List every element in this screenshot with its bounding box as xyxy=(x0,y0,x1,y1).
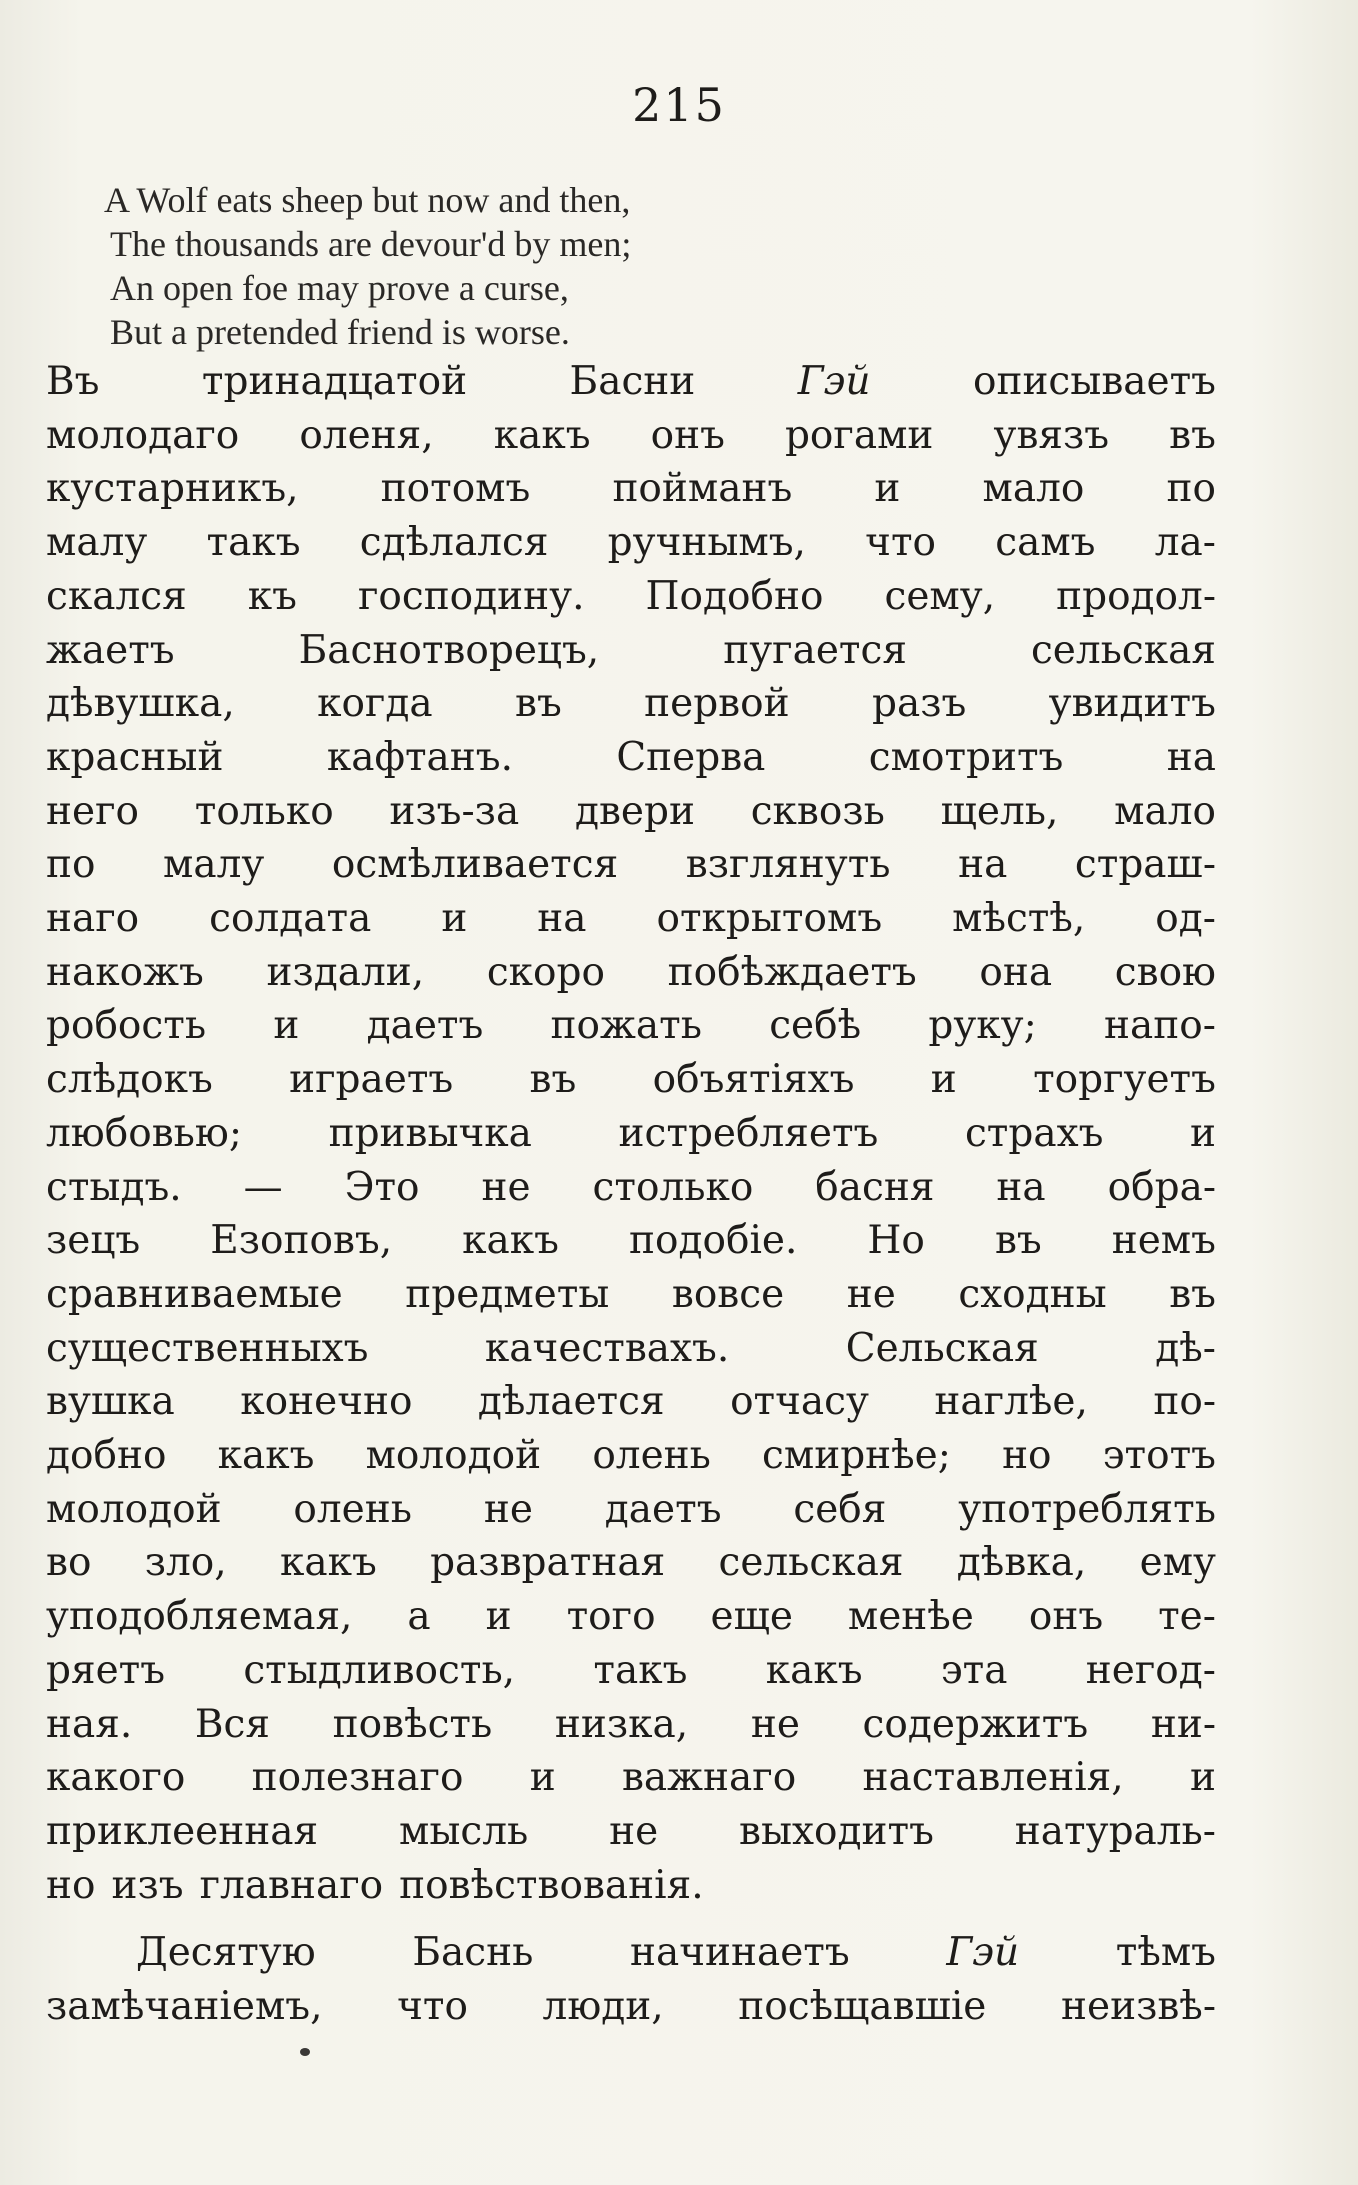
word: неизвѣ- xyxy=(1061,1984,1216,2030)
word: такъ xyxy=(206,520,301,566)
text-line xyxy=(46,516,1216,570)
word: обра- xyxy=(1107,1164,1216,1210)
word: смирнѣе; xyxy=(762,1433,951,1479)
word: играетъ xyxy=(289,1057,454,1103)
word: негод- xyxy=(1085,1647,1216,1693)
word: Но xyxy=(867,1218,925,1264)
word: замѣчаніемъ, xyxy=(46,1984,323,2030)
word: по xyxy=(1166,466,1216,512)
word: существенныхъ xyxy=(46,1325,369,1371)
word: кафтанъ. xyxy=(326,734,513,780)
text-line xyxy=(46,946,1216,1000)
word: качествахъ. xyxy=(484,1325,730,1371)
word: ряетъ xyxy=(46,1647,166,1693)
word: Баснь xyxy=(412,1930,534,1976)
word: од- xyxy=(1155,896,1216,942)
word: не xyxy=(481,1164,531,1210)
word: издали, xyxy=(266,949,425,995)
word: робость xyxy=(46,1003,207,1049)
word: какъ xyxy=(217,1433,315,1479)
word: первой xyxy=(644,681,790,727)
paragraph-1 xyxy=(46,355,1216,1912)
word: увидитъ xyxy=(1048,681,1216,727)
word: мало xyxy=(982,466,1085,512)
word: подобіе. xyxy=(629,1218,798,1264)
word: эта xyxy=(940,1647,1008,1693)
word: Баснотворецъ, xyxy=(298,627,600,673)
word: разъ xyxy=(871,681,967,727)
word: олень xyxy=(592,1433,711,1479)
word: на xyxy=(537,896,587,942)
poem-line: A Wolf eats sheep but now and then, xyxy=(104,180,631,220)
text-line xyxy=(46,355,1216,409)
word: начинаетъ xyxy=(629,1930,850,1976)
word: низка, xyxy=(554,1701,689,1747)
word: ная. xyxy=(46,1701,133,1747)
word: ему xyxy=(1139,1540,1216,1586)
word: наставленія, xyxy=(862,1755,1124,1801)
text-line xyxy=(46,1107,1216,1161)
word: мѣстѣ, xyxy=(952,896,1086,942)
word: дѣ- xyxy=(1155,1325,1216,1371)
word: Сперва xyxy=(616,734,766,780)
word: Это xyxy=(344,1164,420,1210)
word: малу xyxy=(46,520,148,566)
word: себя xyxy=(793,1486,887,1532)
word: красный xyxy=(46,734,224,780)
word: молодаго xyxy=(46,412,240,458)
word: кустарникъ, xyxy=(46,466,299,512)
word: открытомъ xyxy=(656,896,883,942)
word: и xyxy=(930,1057,957,1103)
word: когда xyxy=(317,681,433,727)
word: какъ xyxy=(765,1647,863,1693)
word: увязъ xyxy=(993,412,1110,458)
word: Подобно xyxy=(645,573,824,619)
word: пойманъ xyxy=(612,466,793,512)
text-line xyxy=(46,677,1216,731)
text-line xyxy=(46,1536,1216,1590)
word: ни- xyxy=(1150,1701,1216,1747)
word: мысль xyxy=(398,1808,529,1854)
word: потомъ xyxy=(380,466,531,512)
word: Гэй xyxy=(797,359,871,404)
word: пожать xyxy=(550,1003,702,1049)
word: Сельская xyxy=(845,1325,1039,1371)
word: господину. xyxy=(357,573,585,619)
text-line xyxy=(46,892,1216,946)
word: и xyxy=(441,896,468,942)
word: осмѣливается xyxy=(331,842,619,888)
word: сельская xyxy=(718,1540,904,1586)
word: ла- xyxy=(1154,520,1216,566)
word: страхъ xyxy=(964,1110,1104,1156)
word: любовью; xyxy=(46,1110,242,1156)
word: сравниваемые xyxy=(46,1271,343,1317)
word: отчасу xyxy=(730,1379,869,1425)
text-line xyxy=(46,1268,1216,1322)
poem-line: But a pretended friend is worse. xyxy=(110,312,570,352)
text-line xyxy=(46,1805,1216,1859)
word: наглѣе, xyxy=(934,1379,1088,1425)
word: малу xyxy=(163,842,265,888)
text-line xyxy=(46,409,1216,463)
word: натураль- xyxy=(1014,1808,1216,1854)
word: содержитъ xyxy=(862,1701,1089,1747)
word: важнаго xyxy=(621,1755,797,1801)
word: но xyxy=(1002,1433,1052,1479)
word: что xyxy=(397,1984,468,2030)
text-line xyxy=(46,999,1216,1053)
word: этотъ xyxy=(1102,1433,1216,1479)
word: него xyxy=(46,788,139,834)
text-line xyxy=(46,1751,1216,1805)
word: самъ xyxy=(995,520,1096,566)
word: столько xyxy=(592,1164,754,1210)
word: наго xyxy=(46,896,140,942)
word: накожъ xyxy=(46,949,204,995)
word: рогами xyxy=(784,412,934,458)
body-text xyxy=(46,355,1216,2034)
word: жаетъ xyxy=(46,627,175,673)
word: привычка xyxy=(328,1110,532,1156)
text-line xyxy=(46,1859,1216,1913)
word: описываетъ xyxy=(972,359,1216,404)
text-line xyxy=(46,1322,1216,1376)
word: мало xyxy=(1114,788,1216,834)
word: на xyxy=(958,842,1008,888)
word: скался xyxy=(46,573,187,619)
text-line xyxy=(46,570,1216,624)
word: конечно xyxy=(240,1379,413,1425)
word: что xyxy=(865,520,937,566)
text-line xyxy=(46,1214,1216,1268)
text-line xyxy=(46,1980,1216,2034)
word: щель, xyxy=(940,788,1059,834)
text-line xyxy=(46,838,1216,892)
word: полезнаго xyxy=(251,1755,464,1801)
word: изъ-за xyxy=(389,788,520,834)
word: свою xyxy=(1114,949,1216,995)
word: зло, xyxy=(144,1540,227,1586)
word: вовсе xyxy=(671,1271,785,1317)
word: добно xyxy=(46,1433,167,1479)
word: солдата xyxy=(209,896,372,942)
text-line xyxy=(46,785,1216,839)
word: такъ xyxy=(593,1647,688,1693)
word: еще xyxy=(710,1594,793,1640)
word: сельская xyxy=(1030,627,1216,673)
word: басня xyxy=(815,1164,935,1210)
word: и xyxy=(485,1594,512,1640)
word: въ xyxy=(1169,1271,1216,1317)
word: на xyxy=(1166,734,1216,780)
word: взглянуть xyxy=(685,842,891,888)
word: даетъ xyxy=(604,1486,722,1532)
word: въ xyxy=(994,1218,1042,1264)
word: въ xyxy=(1169,412,1216,458)
word: онъ xyxy=(1028,1594,1104,1640)
word: тѣмъ xyxy=(1115,1930,1216,1976)
word: того xyxy=(566,1594,656,1640)
word: двери xyxy=(574,788,695,834)
word: напо- xyxy=(1104,1003,1216,1049)
word: не xyxy=(483,1486,533,1532)
word: не xyxy=(750,1701,800,1747)
word: на xyxy=(996,1164,1046,1210)
word: Десятую xyxy=(136,1930,316,1976)
word: во xyxy=(46,1540,92,1586)
word: дѣлается xyxy=(477,1379,665,1425)
word: по xyxy=(46,842,96,888)
word: приклеенная xyxy=(46,1808,319,1854)
ink-speck xyxy=(300,2048,310,2056)
epigraph-poem xyxy=(104,178,1224,354)
word: себѣ xyxy=(769,1003,862,1049)
text-line xyxy=(46,731,1216,785)
word: оленя, xyxy=(299,412,434,458)
text-line xyxy=(46,1926,1216,1980)
word: какого xyxy=(46,1755,186,1801)
word: онъ xyxy=(650,412,725,458)
word: въ xyxy=(529,1057,577,1103)
word: какъ xyxy=(493,412,591,458)
word: побѣждаетъ xyxy=(667,949,917,995)
word: пугается xyxy=(723,627,907,673)
word: употреблять xyxy=(958,1486,1216,1532)
word: тринадцатой xyxy=(201,359,468,404)
word: и xyxy=(1189,1110,1216,1156)
word: только xyxy=(194,788,334,834)
word: Езоповъ, xyxy=(210,1218,393,1264)
word: не xyxy=(846,1271,896,1317)
word: главнаго xyxy=(199,1862,384,1908)
word: Вся xyxy=(194,1701,270,1747)
word: повѣсть xyxy=(332,1701,493,1747)
poem-line: The thousands are devour'd by men; xyxy=(110,224,632,264)
word: люди, xyxy=(542,1984,664,2030)
word: и xyxy=(1189,1755,1216,1801)
word: въ xyxy=(515,681,562,727)
word: молодой xyxy=(365,1433,542,1479)
word: не xyxy=(609,1808,659,1854)
word: выходитъ xyxy=(739,1808,934,1854)
word: стыдливость, xyxy=(243,1647,516,1693)
word: къ xyxy=(247,573,297,619)
word: уподобляемая, xyxy=(46,1594,353,1640)
word: объятіяхъ xyxy=(652,1057,855,1103)
text-line xyxy=(46,462,1216,516)
word: страш- xyxy=(1074,842,1216,888)
word: слѣдокъ xyxy=(46,1057,213,1103)
paragraph-2 xyxy=(46,1926,1216,2033)
word: сдѣлался xyxy=(359,520,549,566)
word: дѣвка, xyxy=(956,1540,1087,1586)
word: а xyxy=(407,1594,431,1640)
text-line xyxy=(46,1644,1216,1698)
word: Гэй xyxy=(946,1930,1020,1976)
word: но xyxy=(46,1862,96,1908)
word: руку; xyxy=(928,1003,1037,1049)
word: молодой xyxy=(46,1486,222,1532)
word: торгуетъ xyxy=(1033,1057,1216,1103)
page-number: 215 xyxy=(632,78,726,132)
text-line xyxy=(46,1590,1216,1644)
text-line xyxy=(46,1483,1216,1537)
text-line xyxy=(46,624,1216,678)
text-line xyxy=(46,1161,1216,1215)
word: и xyxy=(529,1755,556,1801)
word: сходны xyxy=(958,1271,1107,1317)
word: менѣе xyxy=(847,1594,974,1640)
word: даетъ xyxy=(366,1003,484,1049)
word: немъ xyxy=(1111,1218,1216,1264)
word: ручнымъ, xyxy=(607,520,806,566)
poem-line: An open foe may prove a curse, xyxy=(110,268,569,308)
text-line xyxy=(46,1375,1216,1429)
word: зецъ xyxy=(46,1218,141,1264)
text-line xyxy=(46,1698,1216,1752)
word: олень xyxy=(293,1486,412,1532)
word: по- xyxy=(1153,1379,1216,1425)
word: — xyxy=(243,1164,283,1210)
word: истребляетъ xyxy=(618,1110,879,1156)
word: и xyxy=(273,1003,300,1049)
text-line xyxy=(46,1053,1216,1107)
word: изъ xyxy=(111,1862,184,1908)
word: Басни xyxy=(569,359,696,404)
word: дѣвушка, xyxy=(46,681,235,727)
word: предметы xyxy=(405,1271,610,1317)
word: смотритъ xyxy=(868,734,1064,780)
word: повѣствованія. xyxy=(399,1862,704,1908)
word: какъ xyxy=(279,1540,377,1586)
word: те- xyxy=(1158,1594,1216,1640)
word: посѣщавшіе xyxy=(738,1984,987,2030)
word: она xyxy=(979,949,1053,995)
word: сквозь xyxy=(750,788,885,834)
word: и xyxy=(874,466,901,512)
word: развратная xyxy=(430,1540,666,1586)
word: Въ xyxy=(46,359,100,404)
word: продол- xyxy=(1056,573,1216,619)
word: какъ xyxy=(462,1218,559,1264)
text-line xyxy=(46,1429,1216,1483)
word: скоро xyxy=(486,949,605,995)
word: сему, xyxy=(884,573,996,619)
word: вушка xyxy=(46,1379,175,1425)
word: стыдъ. xyxy=(46,1164,182,1210)
